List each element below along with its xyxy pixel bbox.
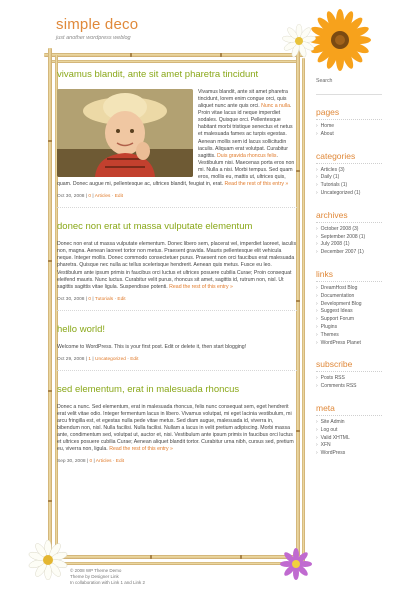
inline-link[interactable]: Nunc a nulla	[261, 103, 290, 110]
post	[57, 385, 297, 473]
post-text: Vivamus blandit, ante sit amet pharetra tincidunt, lorem enim congue orci, quis aliquet nunc ante quis orci.	[198, 88, 288, 110]
meta-separator: |	[92, 459, 96, 465]
widget-title: categories	[316, 151, 382, 164]
links-widget	[316, 269, 382, 347]
pages-item[interactable]: › Home	[316, 123, 382, 131]
post-date: Oct 30, 2008	[57, 194, 85, 200]
boy-in-hat-photo	[57, 89, 193, 177]
edit-link[interactable]: Edit	[115, 459, 125, 465]
footer	[70, 568, 145, 586]
pink-flower-image	[280, 548, 312, 580]
meta-separator: ·	[111, 459, 116, 465]
categories-widget	[316, 151, 382, 198]
comments-link[interactable]: 1	[88, 356, 92, 362]
post-text: Donec a nunc. Sed elementum, erat in malesuada rhoncus, felis nunc consequat sem, eget hendrerit erat velit vitae odio. Integer fermentum lacus in libero. Vivamus volutpat, mi eget lacinia vestibulum, mi arcu fringilla est, et egestas nulla pede vitae metus. Sed diam augue, malesuada id, viverra in, bibendum non, nisl. Nulla facilisi. Nulla facilisi. Nullam a lacus in velit pretium adipiscing. Morbi massa ante, condimentum sed, volutpat ut, auctor et, nisi. Vestibulum ante ipsum primis in faucibus orci luctus et ultrices posuere cubilia Curae; Aenean aliquet blandit tortor. Curabitur urna nibh, cursus sed, pretium eu, viverra non, ligula.	[57, 403, 294, 453]
link-item[interactable]: › Suggest Ideas	[316, 308, 382, 316]
category-item[interactable]: › Articles (3)	[316, 167, 382, 175]
meta-item[interactable]: › WordPress	[316, 450, 382, 458]
link-item[interactable]: › WordPress Planet	[316, 340, 382, 348]
archive-item[interactable]: › July 2008 (1)	[316, 241, 382, 249]
meta-separator: ·	[125, 356, 131, 362]
edit-link[interactable]: Edit	[130, 356, 139, 362]
post-title[interactable]: donec non erat ut massa vulputate elementum	[57, 221, 253, 233]
widget-title: pages	[316, 107, 382, 120]
category-item[interactable]: › Daily (1)	[316, 174, 382, 182]
site-title[interactable]: simple deco	[56, 16, 139, 33]
meta-widget	[316, 403, 382, 458]
post-date: Oct 29, 2008	[57, 356, 85, 362]
post-body	[57, 241, 297, 291]
comments-link[interactable]: 0	[89, 459, 93, 465]
footer-collab: In collaboration with Link 1 and Link 2	[70, 580, 146, 585]
search-input[interactable]	[316, 86, 382, 95]
category-link[interactable]: Uncategorized	[94, 356, 126, 362]
main-content	[57, 70, 297, 486]
pages-widget	[316, 107, 382, 139]
post-meta	[57, 459, 297, 472]
meta-separator: ·	[113, 296, 118, 302]
inline-link[interactable]: Duis gravida rhoncus felis	[217, 152, 277, 159]
post-body	[57, 344, 297, 351]
widget-title: subscribe	[316, 359, 382, 372]
edit-link[interactable]: Edit	[117, 296, 126, 302]
subscribe-item[interactable]: › Comments RSS	[316, 383, 382, 391]
widget-title: archives	[316, 210, 382, 223]
meta-item[interactable]: › Site Admin	[316, 419, 382, 427]
post-text: . Vestibulum nisi. Maecenas porta eros non mi. Nulla a nisi. Morbi tempus. Sed quam eros, mollis eu, mattis ut, ultrices quis, quam. Donec augue mi, pellentesque ac, ultrices blandit, feugiat in, erat.	[57, 152, 295, 188]
category-item[interactable]: › Uncategorized (1)	[316, 190, 382, 198]
meta-separator: |	[91, 194, 95, 200]
sidebar	[316, 78, 382, 458]
site-tagline: just another wordpress weblog	[56, 35, 131, 41]
post-title[interactable]: hello world!	[57, 323, 106, 335]
widget-title: meta	[316, 403, 382, 416]
meta-item[interactable]: › Valid XHTML	[316, 435, 382, 443]
post-date: Oct 30, 2008	[57, 296, 85, 302]
link-item[interactable]: › DreamHost Blog	[316, 285, 382, 293]
meta-separator: |	[91, 296, 95, 302]
footer-credit: Theme by Designer Link	[70, 574, 119, 579]
link-item[interactable]: › Support Forum	[316, 316, 382, 324]
post-text: Welcome to WordPress. This is your first post. Edit or delete it, then start blogging!	[57, 343, 247, 350]
post	[57, 325, 297, 371]
category-link[interactable]: Tutorials	[94, 296, 114, 302]
post	[57, 222, 297, 311]
edit-link[interactable]: Edit	[114, 194, 123, 200]
white-daisy-flower-image	[282, 24, 316, 58]
search-label: Search	[316, 78, 333, 84]
post-title[interactable]: vivamus blandit, ante sit amet pharetra tincidunt	[57, 69, 259, 80]
meta-separator: |	[84, 356, 89, 362]
post-date: Sep 30, 2008	[57, 459, 86, 465]
read-more-link[interactable]: Read the rest of this entry »	[109, 446, 173, 453]
comments-link[interactable]: 0	[88, 296, 92, 302]
post-meta	[57, 194, 297, 208]
post-meta	[57, 297, 297, 311]
subscribe-widget	[316, 359, 382, 391]
meta-separator: |	[85, 459, 90, 465]
pages-item[interactable]: › About	[316, 131, 382, 139]
post-text: . Proin vitae lacus id neque imperdiet sodales. Quisque orci. Pellentesque habitant morbi tristique senectus et netus et malesuada fames ac turpis egestas. Aenean mollis sem id lacus sollicitudin iaculis. Aliquam erat volutpat. Curabitur sagittis.	[198, 103, 293, 159]
meta-item[interactable]: › Log out	[316, 427, 382, 435]
footer-copyright: © 2008 WP Theme Demo	[70, 568, 122, 573]
meta-separator: |	[84, 296, 89, 302]
category-item[interactable]: › Tutorials (1)	[316, 182, 382, 190]
meta-item[interactable]: › XFN	[316, 442, 382, 450]
comments-link[interactable]: 0	[88, 194, 92, 200]
archive-item[interactable]: › December 2007 (1)	[316, 249, 382, 257]
post-text: Donec non erat ut massa vulputate elementum. Donec libero sem, placerat vel, imperdiet laoreet, iaculis non, magna. Aenean laoreet tortor non metus. Praesent gravida. Mauris pellentesque elit vehicula neque. Integer mollis. Donec commodo consectetuer purus. Praesent non orci faucibus erat malesuada pharetra. Quisque nec nulla ac tellus scelerisque hendrerit. Aenean quis metus. Fusce eu leo. Vestibulum ante ipsum primis in faucibus orci luctus et ultrices posuere cubilia Curae; Proin consequat eleifend mauris. Nunc luctus. Curabitur velit purus, rhoncus sit amet, sagittis id, rutrum non, nisl. Ut sagittis sagittis vitae ligula. Suspendisse potenti.	[57, 241, 297, 290]
archive-item[interactable]: › September 2008 (1)	[316, 234, 382, 242]
meta-separator: ·	[110, 194, 115, 200]
post	[57, 70, 297, 208]
archive-item[interactable]: › October 2008 (3)	[316, 226, 382, 234]
read-more-link[interactable]: Read the rest of this entry »	[169, 283, 233, 290]
link-item[interactable]: › Development Blog	[316, 301, 382, 309]
link-item[interactable]: › Documentation	[316, 293, 382, 301]
post-title[interactable]: sed elementum, erat in malesuada rhoncus	[57, 383, 240, 395]
link-item[interactable]: › Plugins	[316, 324, 382, 332]
meta-separator: |	[91, 356, 95, 362]
white-daisy-corner-flower-image	[28, 540, 68, 580]
category-link[interactable]: Articles	[95, 459, 112, 465]
orange-gerbera-flower-image	[308, 8, 372, 72]
read-more-link[interactable]: Read the rest of this entry »	[224, 181, 289, 188]
post-body	[57, 89, 297, 188]
link-item[interactable]: › Themes	[316, 332, 382, 340]
archives-widget	[316, 210, 382, 257]
subscribe-item[interactable]: › Posts RSS	[316, 375, 382, 383]
post-meta	[57, 357, 297, 371]
widget-title: links	[316, 269, 382, 282]
category-link[interactable]: Articles	[94, 194, 111, 200]
meta-separator: |	[84, 194, 89, 200]
post-body	[57, 404, 297, 454]
site-header	[56, 16, 138, 41]
